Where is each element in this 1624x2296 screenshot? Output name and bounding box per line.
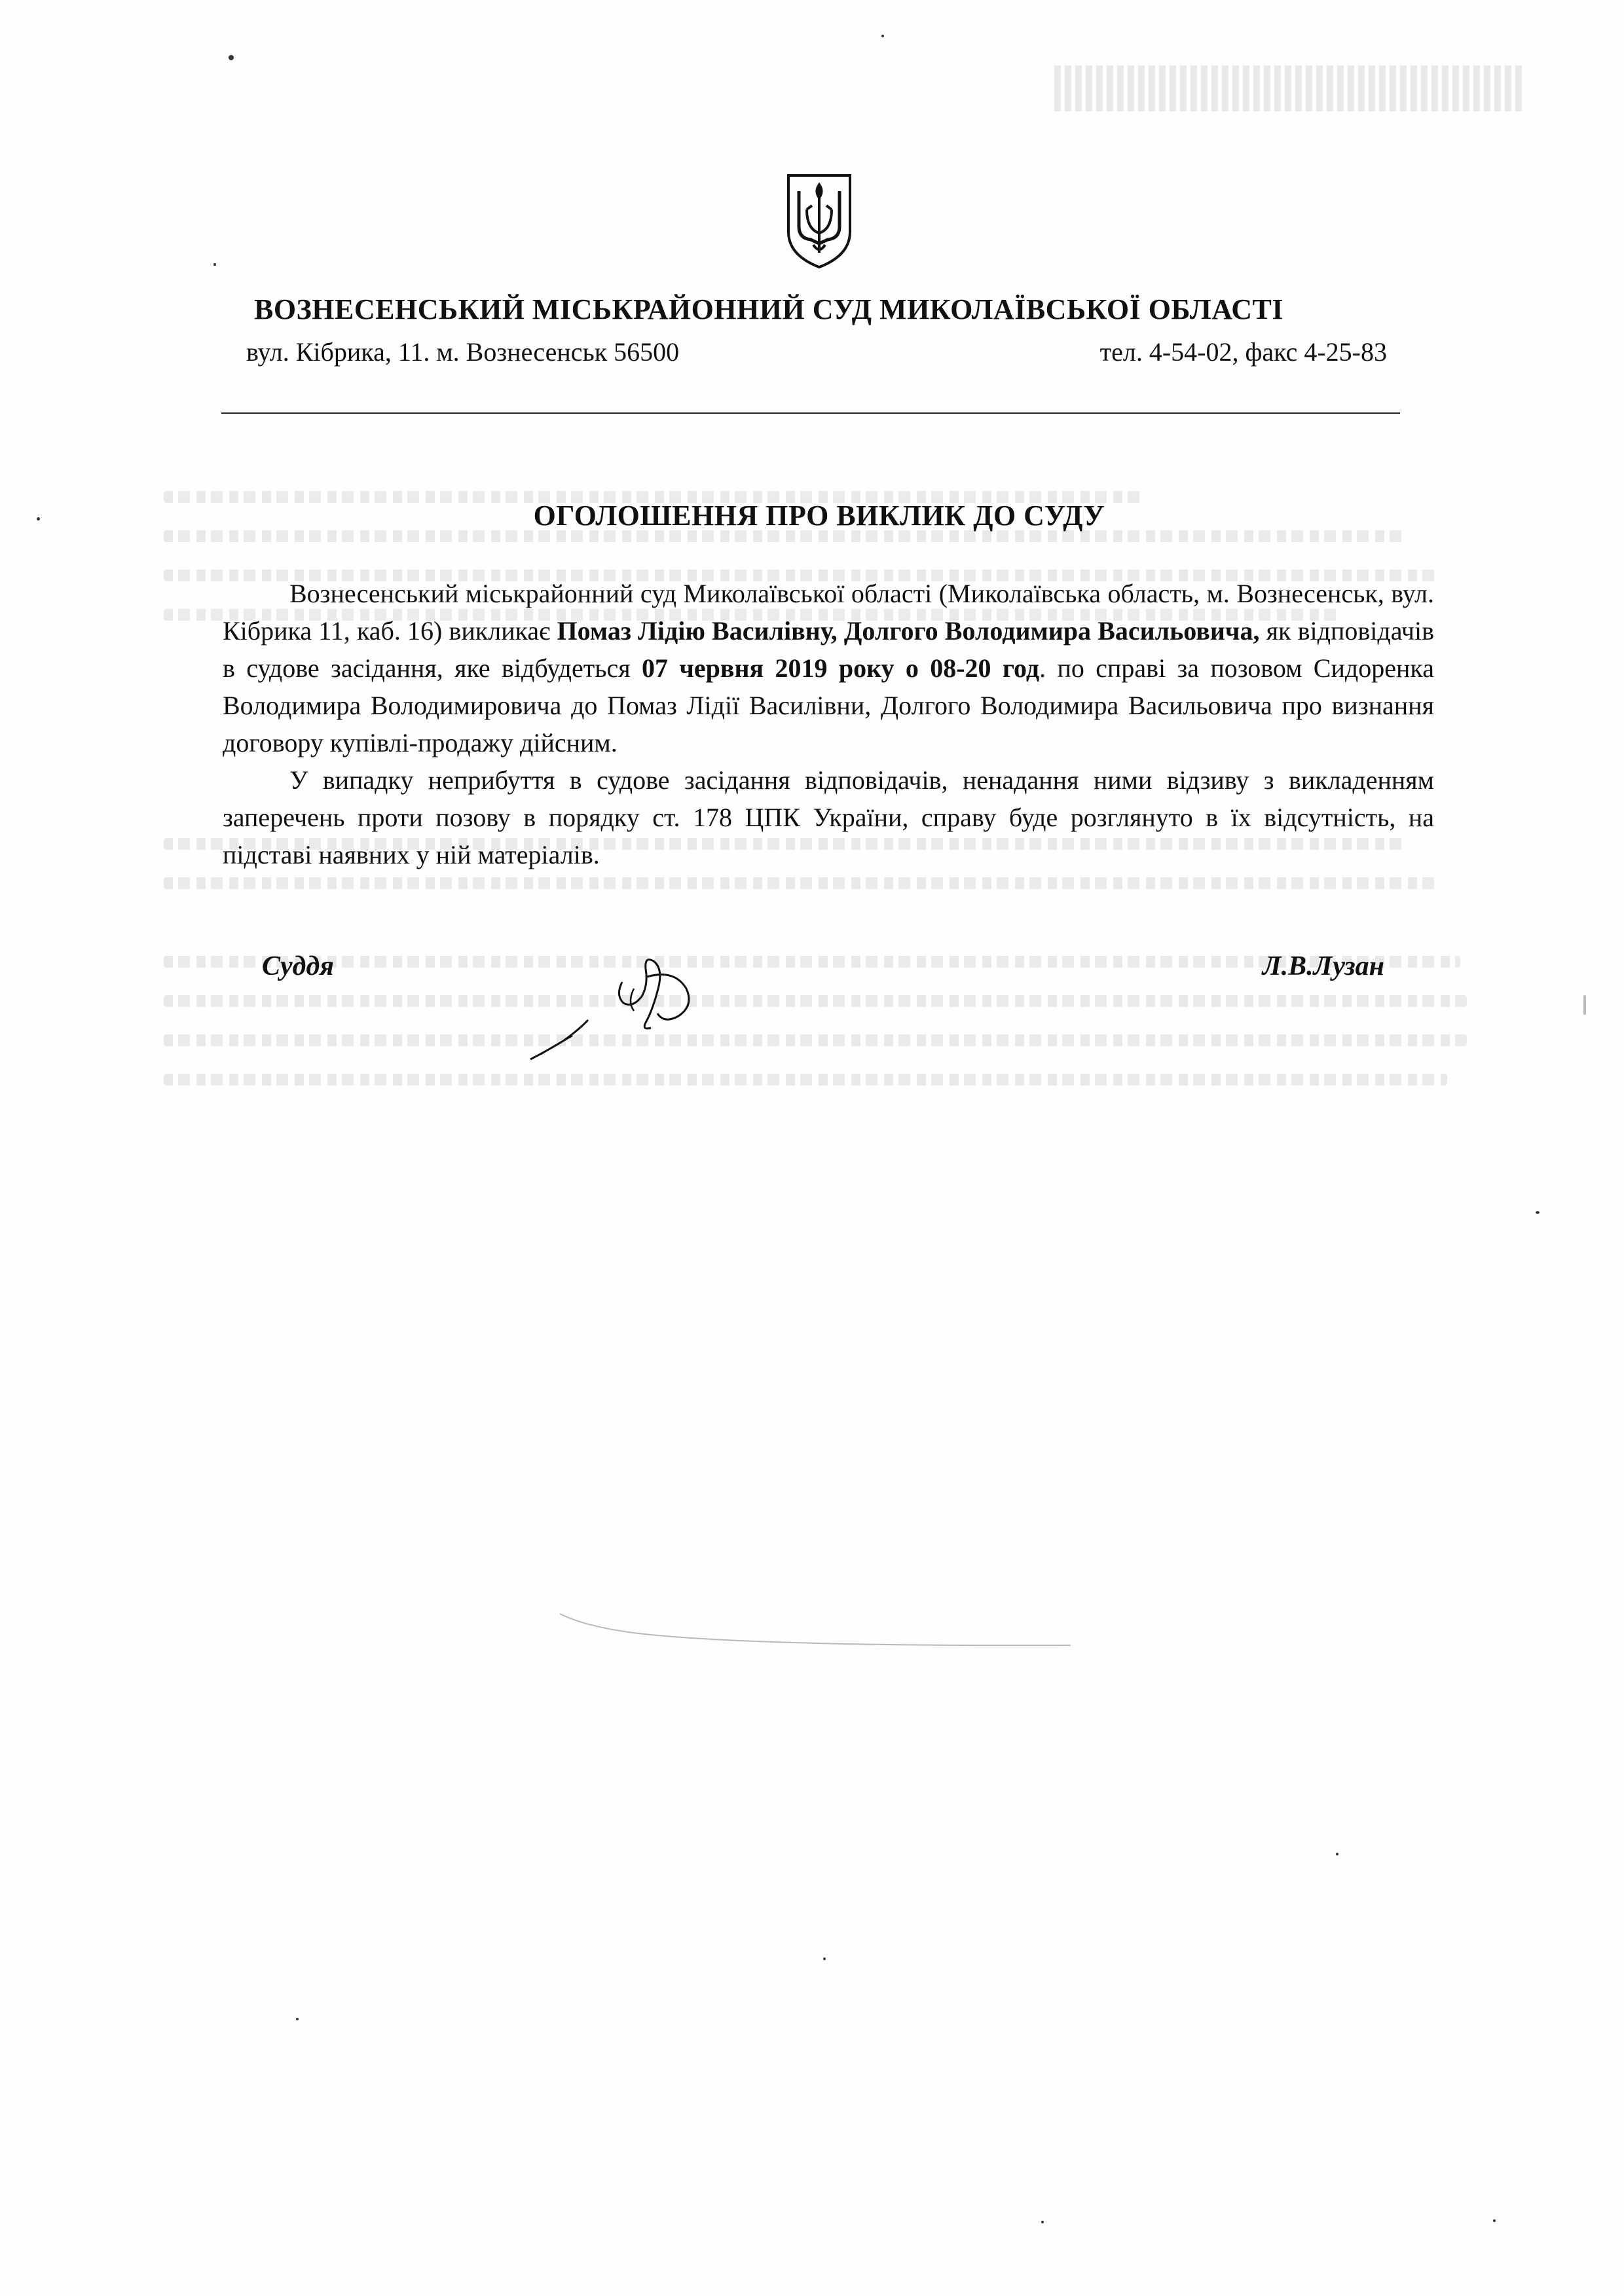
scan-speck bbox=[213, 263, 216, 266]
judge-name: Л.В.Лузан bbox=[1262, 951, 1384, 981]
judge-role-label: Суддя bbox=[262, 951, 334, 981]
notice-paragraph-1 bbox=[223, 575, 1434, 761]
notice-paragraph-2: У випадку неприбуття в судове засідання відповідачів, ненадання ними відзиву з викладенням заперечень проти позову в порядку ст. 178 ЦПК України, справу буде розглянуто в їх відсутність, на підставі наявних у ній матеріалів. bbox=[223, 765, 1434, 869]
header-divider bbox=[221, 412, 1400, 414]
notice-text: . по справі за позовом Сидоренка Володимира Володимировича до Помаз Лідії Василівни, Долгого Володимира Васильовича про визнання договору купівлі-продажу дійсним. bbox=[223, 653, 1434, 757]
scan-smudge bbox=[560, 1607, 1071, 1653]
scan-speck bbox=[1336, 1853, 1338, 1855]
hearing-date-time: 07 червня 2019 року о 08-20 год bbox=[641, 653, 1040, 683]
scan-speck bbox=[1493, 2219, 1496, 2222]
scan-speck bbox=[1536, 1211, 1540, 1214]
court-address: вул. Кібрика, 11. м. Вознесенськ 56500 bbox=[246, 337, 680, 367]
court-phone-fax: тел. 4-54-02, факс 4-25-83 bbox=[1099, 337, 1387, 367]
defendants-names: Помаз Лідію Василівну, Долгого Володимира Васильовича, bbox=[557, 616, 1260, 646]
court-name-heading: ВОЗНЕСЕНСЬКИЙ МІСЬКРАЙОННИЙ СУД МИКОЛАЇВСЬКОЇ ОБЛАСТІ bbox=[254, 293, 1284, 325]
scan-speck bbox=[881, 35, 884, 37]
scan-speck bbox=[823, 1958, 826, 1960]
scan-speck bbox=[296, 2018, 299, 2020]
scan-show-through-header bbox=[1054, 65, 1526, 111]
notice-body bbox=[223, 575, 1434, 873]
notice-text: Вознесенський міськрайонний суд Миколаївської області (Миколаївська область, м. Вознесенськ, вул. Кібрика 11, каб. 16) викликає bbox=[223, 579, 1434, 646]
scan-speck bbox=[1041, 2221, 1044, 2223]
notice-title: ОГОЛОШЕННЯ ПРО ВИКЛИК ДО СУДУ bbox=[533, 500, 1105, 532]
scan-speck bbox=[37, 517, 40, 520]
ukraine-coat-of-arms-icon bbox=[783, 172, 855, 270]
notice-text: як відповідачів в судове засідання, яке відбудеться bbox=[223, 616, 1434, 683]
scan-speck bbox=[1583, 995, 1586, 1015]
scan-speck bbox=[229, 55, 234, 60]
judge-signature-icon bbox=[517, 943, 753, 1074]
